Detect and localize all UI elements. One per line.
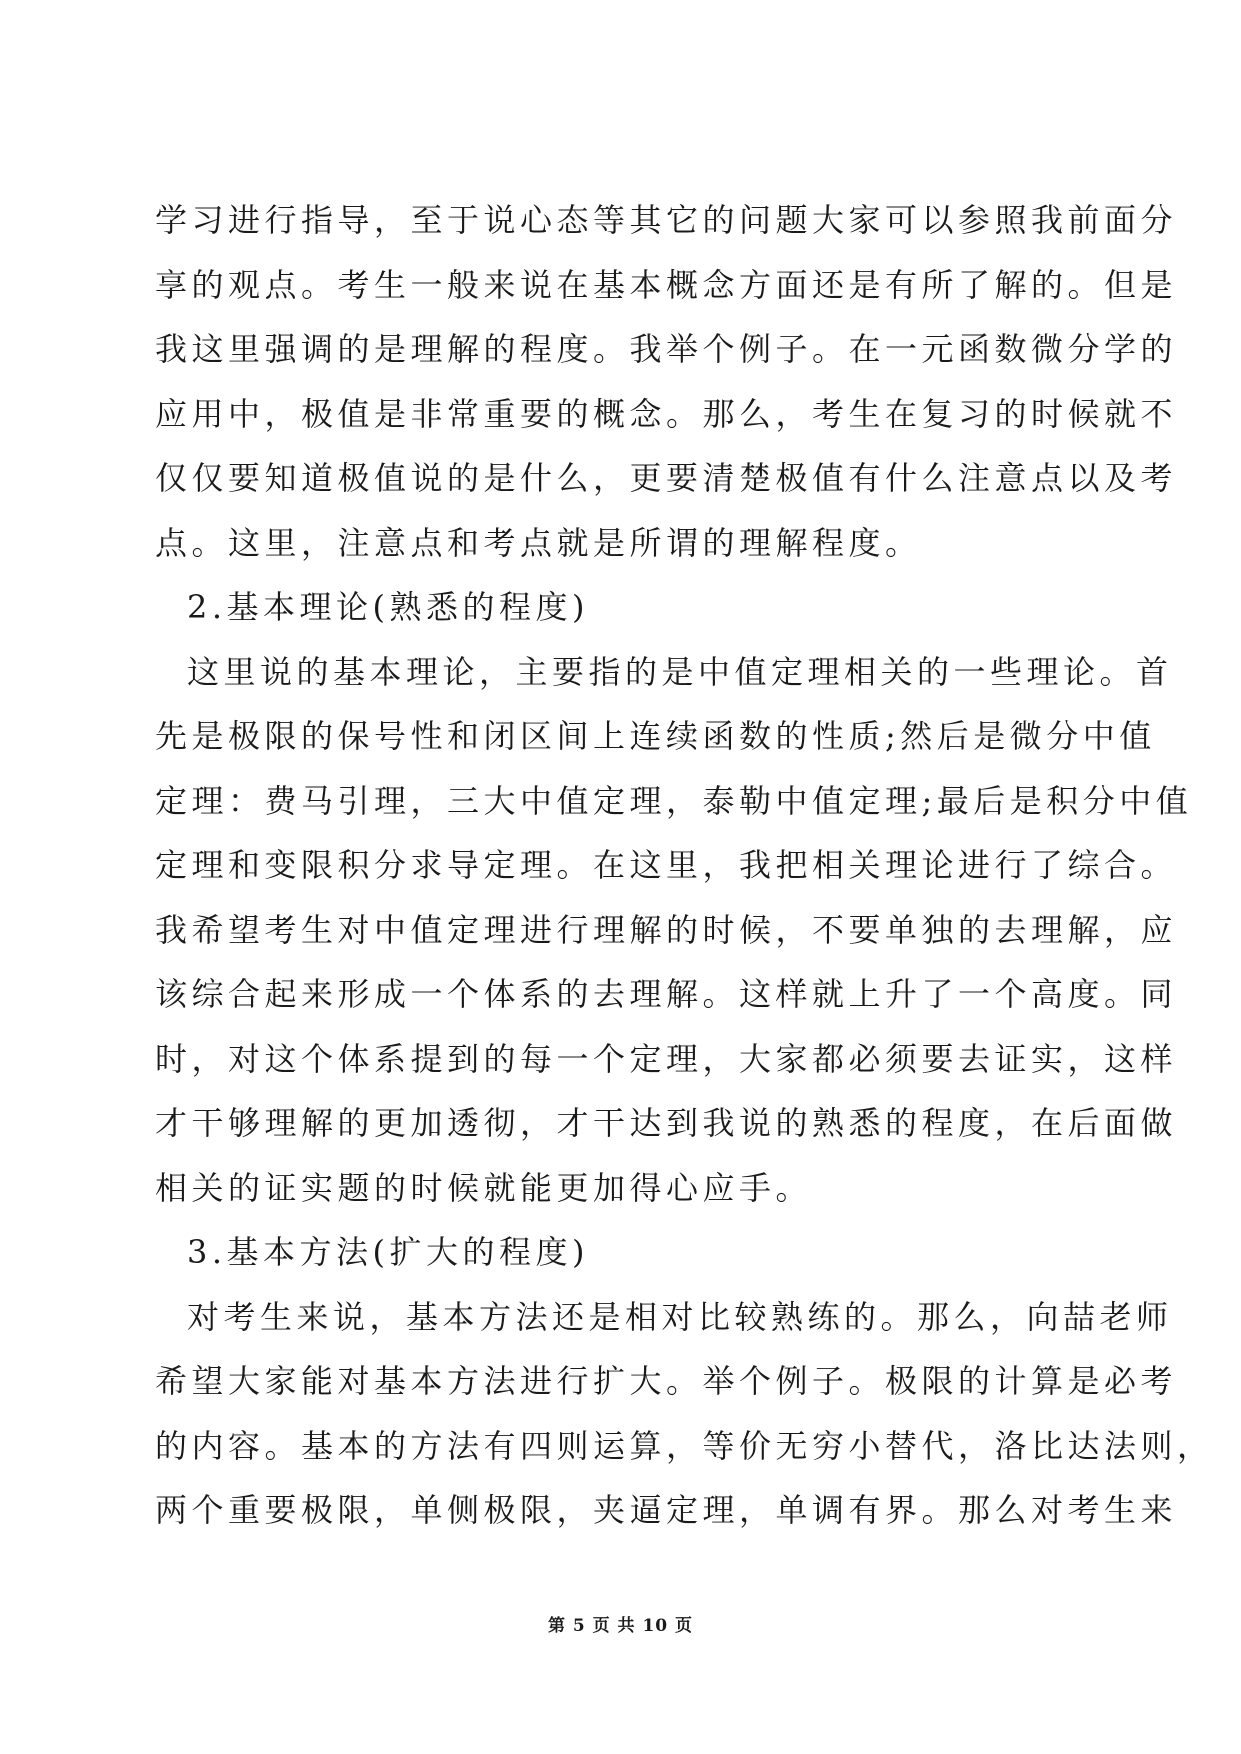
- text-line: 两个重要极限，单侧极限，夹逼定理，单调有界。那么对考生来: [155, 1491, 1178, 1529]
- page-number: 第 5 页 共 10 页: [547, 1616, 694, 1636]
- text-line: 时，对这个体系提到的每一个定理，大家都必须要去证实，这样: [155, 1039, 1178, 1078]
- section-heading: 3.基本方法(扩大的程度): [187, 1233, 590, 1271]
- text-line: 享的观点。考生一般来说在基本概念方面还是有所了解的。但是: [155, 265, 1178, 304]
- text-line: 先是极限的保号性和闭区间上连续函数的性质;然后是微分中值: [155, 717, 1156, 755]
- text-line: 仅仅要知道极值说的是什么，更要清楚极值有什么注意点以及考: [155, 459, 1178, 497]
- text-line: 定理：费马引理，三大中值定理，泰勒中值定理;最后是积分中值: [155, 781, 1193, 820]
- text-line: 该综合起来形成一个体系的去理解。这样就上升了一个高度。同: [155, 975, 1178, 1013]
- text-line: 应用中，极值是非常重要的概念。那么，考生在复习的时候就不: [155, 394, 1178, 433]
- text-line: 对考生来说，基本方法还是相对比较熟练的。那么，向喆老师: [187, 1297, 1173, 1336]
- text-line: 定理和变限积分求导定理。在这里，我把相关理论进行了综合。: [155, 846, 1178, 884]
- text-line: 学习进行指导，至于说心态等其它的问题大家可以参照我前面分: [155, 201, 1178, 239]
- text-line: 希望大家能对基本方法进行扩大。举个例子。极限的计算是必考: [155, 1362, 1178, 1400]
- text-line: 的内容。基本的方法有四则运算，等价无穷小替代，洛比达法则，: [155, 1426, 1214, 1465]
- text-line: 相关的证实题的时候就能更加得心应手。: [155, 1168, 813, 1207]
- text-line: 点。这里，注意点和考点就是所谓的理解程度。: [155, 523, 922, 562]
- text-line: 才干够理解的更加透彻，才干达到我说的熟悉的程度，在后面做: [155, 1104, 1178, 1142]
- section-heading: 2.基本理论(熟悉的程度): [187, 588, 590, 626]
- text-line: 我这里强调的是理解的程度。我举个例子。在一元函数微分学的: [155, 330, 1178, 368]
- text-line: 这里说的基本理论，主要指的是中值定理相关的一些理论。首: [187, 652, 1173, 691]
- document-body: [155, 188, 1214, 1543]
- text-line: 我希望考生对中值定理进行理解的时候，不要单独的去理解，应: [155, 910, 1178, 949]
